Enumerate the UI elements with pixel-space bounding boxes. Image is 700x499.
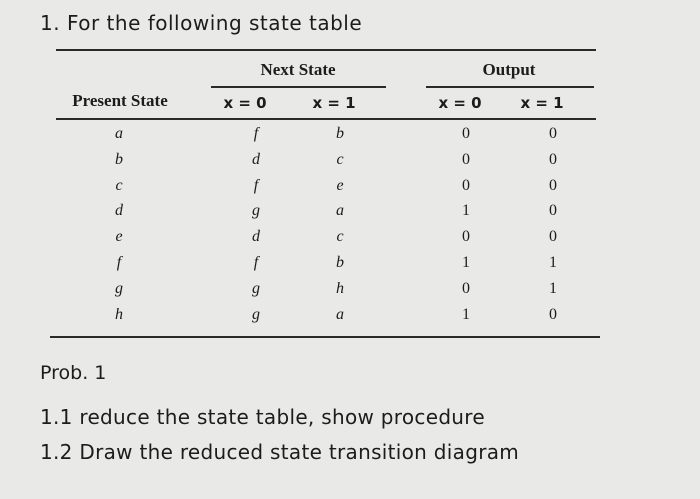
output-x1-cell: 0 bbox=[549, 125, 557, 142]
present-state-cell: g bbox=[115, 279, 123, 297]
next-state-underline bbox=[211, 86, 386, 88]
next-state-x0-cell: d bbox=[252, 150, 260, 168]
output-x0-cell: 0 bbox=[462, 279, 470, 297]
output-x0-cell: 0 bbox=[462, 176, 470, 194]
next-state-x1-cell: a bbox=[336, 202, 344, 220]
output-header: Output bbox=[482, 60, 536, 79]
output-x1-cell: 0 bbox=[549, 305, 557, 323]
output-x1-cell: 0 bbox=[549, 228, 557, 246]
question-heading: 1. For the following state table bbox=[40, 11, 363, 35]
table-header-rule bbox=[56, 118, 596, 120]
next-state-x0-cell: g bbox=[252, 202, 260, 220]
next-state-x1-cell: c bbox=[336, 150, 344, 168]
next-state-x1-cell: b bbox=[336, 125, 344, 142]
next-state-x0-header: x = 0 bbox=[223, 94, 267, 112]
output-x0-cell: 1 bbox=[462, 254, 470, 271]
output-x0-cell: 0 bbox=[462, 228, 470, 246]
output-x1-cell: 0 bbox=[549, 176, 557, 194]
present-state-cell: d bbox=[115, 202, 123, 220]
next-state-x0-cell: d bbox=[252, 228, 260, 246]
output-x0-cell: 1 bbox=[462, 305, 470, 323]
next-state-x1-cell: a bbox=[336, 305, 344, 323]
output-x0-header: x = 0 bbox=[438, 94, 482, 112]
output-x0-cell: 0 bbox=[462, 125, 470, 142]
output-x1-cell: 0 bbox=[549, 202, 557, 220]
table-top-rule bbox=[56, 49, 596, 51]
next-state-x1-header: x = 1 bbox=[312, 94, 356, 112]
next-state-x0-cell: g bbox=[252, 279, 260, 297]
next-state-x0-cell: g bbox=[252, 305, 260, 323]
next-state-x0-cell: f bbox=[253, 254, 259, 271]
next-state-x1-cell: c bbox=[336, 228, 344, 246]
present-state-cell: h bbox=[115, 305, 123, 323]
next-state-x1-cell: e bbox=[336, 176, 344, 194]
output-underline bbox=[426, 86, 594, 88]
next-state-header: Next State bbox=[260, 60, 336, 79]
present-state-cell: e bbox=[115, 228, 123, 246]
task-2: 1.2 Draw the reduced state transition diagram bbox=[40, 440, 520, 464]
table-bottom-rule bbox=[50, 336, 600, 338]
present-state-header: Present State bbox=[72, 91, 168, 110]
next-state-x1-cell: b bbox=[336, 254, 344, 271]
output-x1-cell: 1 bbox=[549, 279, 557, 297]
present-state-cell: c bbox=[115, 176, 123, 194]
next-state-x0-cell: f bbox=[253, 125, 259, 142]
task-1: 1.1 reduce the state table, show procedure bbox=[40, 405, 485, 429]
output-x1-cell: 0 bbox=[549, 150, 557, 168]
output-x0-cell: 1 bbox=[462, 202, 470, 220]
next-state-x0-cell: f bbox=[253, 176, 259, 194]
output-x0-cell: 0 bbox=[462, 150, 470, 168]
next-state-x1-cell: h bbox=[336, 279, 344, 297]
present-state-cell: a bbox=[115, 125, 123, 142]
present-state-cell: b bbox=[115, 150, 123, 168]
problem-label: Prob. 1 bbox=[40, 362, 107, 384]
output-x1-cell: 1 bbox=[549, 254, 557, 271]
output-x1-header: x = 1 bbox=[520, 94, 564, 112]
present-state-cell: f bbox=[116, 254, 122, 271]
